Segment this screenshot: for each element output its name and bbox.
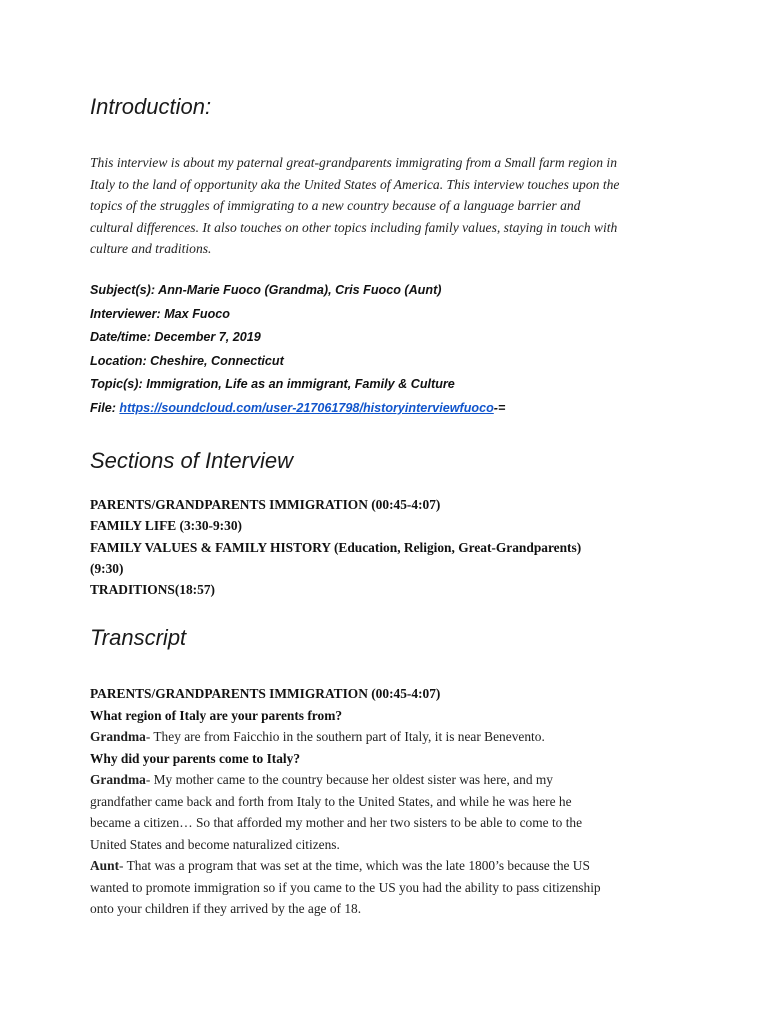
- answer: [90, 855, 690, 877]
- answer: [90, 769, 690, 791]
- transcript-section-title: PARENTS/GRANDPARENTS IMMIGRATION (00:45-4:07): [90, 686, 441, 701]
- speaker-name: Grandma: [90, 772, 146, 787]
- section-item: FAMILY VALUES & FAMILY HISTORY (Education, Religion, Great-Grandparents): [90, 539, 582, 555]
- intro-line: cultural differences. It also touches on other topics including family values, staying in touch with: [90, 219, 618, 235]
- intro-line: This interview is about my paternal great-grandparents immigrating from a Small farm region in: [90, 155, 618, 170]
- meta-file-suffix: -=: [493, 400, 506, 415]
- answer-line: grandfather came back and forth from Italy to the United States, and while he was here he: [90, 793, 572, 809]
- answer: [90, 726, 690, 748]
- answer-line: onto your children if they arrived by the age of 18.: [90, 901, 362, 916]
- intro-line: Italy to the land of opportunity aka the United States of America. This interview touches upon the: [90, 176, 620, 192]
- answer-text: - That was a program that was set at the time, which was the late 1800’s because the US: [119, 858, 590, 873]
- meta-datetime: Date/time: December 7, 2019: [90, 330, 261, 345]
- answer-text: - They are from Faicchio in the southern part of Italy, it is near Benevento.: [145, 729, 545, 744]
- section-item: FAMILY LIFE (3:30-9:30): [90, 518, 242, 534]
- file-link[interactable]: https://soundcloud.com/user-217061798/historyinterviewfuoco: [119, 400, 494, 415]
- question: Why did your parents come to Italy?: [90, 750, 301, 766]
- intro-line: culture and traditions.: [90, 241, 212, 257]
- interview-metadata: [90, 279, 505, 421]
- section-item: PARENTS/GRANDPARENTS IMMIGRATION (00:45-4:07): [90, 497, 441, 512]
- section-item: TRADITIONS(18:57): [90, 582, 215, 598]
- meta-file-label: File:: [90, 400, 120, 415]
- intro-line: topics of the struggles of immigrating to a new country because of a language barrier and: [90, 198, 581, 214]
- answer-line: United States and become naturalized citizens.: [90, 836, 340, 852]
- section-item: (9:30): [90, 560, 124, 576]
- introduction-paragraph: [90, 152, 690, 260]
- meta-topics: Topic(s): Immigration, Life as an immigrant, Family & Culture: [90, 377, 455, 392]
- meta-interviewer: Interviewer: Max Fuoco: [90, 306, 230, 321]
- meta-location: Location: Cheshire, Connecticut: [90, 353, 284, 368]
- sections-list: [90, 494, 581, 600]
- speaker-name: Aunt: [90, 858, 120, 873]
- introduction-heading: Introduction:: [90, 94, 212, 119]
- transcript-heading: Transcript: [90, 625, 187, 650]
- answer-text: - My mother came to the country because her oldest sister was here, and my: [145, 772, 553, 787]
- transcript-body: [90, 683, 690, 920]
- answer-line: became a citizen… So that afforded my mother and her two sisters to be able to come to the: [90, 815, 583, 830]
- sections-heading: Sections of Interview: [90, 448, 293, 473]
- answer-line: wanted to promote immigration so if you came to the US you had the ability to pass citizenship: [90, 879, 601, 895]
- question: What region of Italy are your parents from?: [90, 707, 343, 723]
- speaker-name: Grandma: [90, 729, 146, 744]
- meta-subjects: Subject(s): Ann-Marie Fuoco (Grandma), Cris Fuoco (Aunt): [90, 283, 442, 297]
- meta-file: [90, 397, 505, 421]
